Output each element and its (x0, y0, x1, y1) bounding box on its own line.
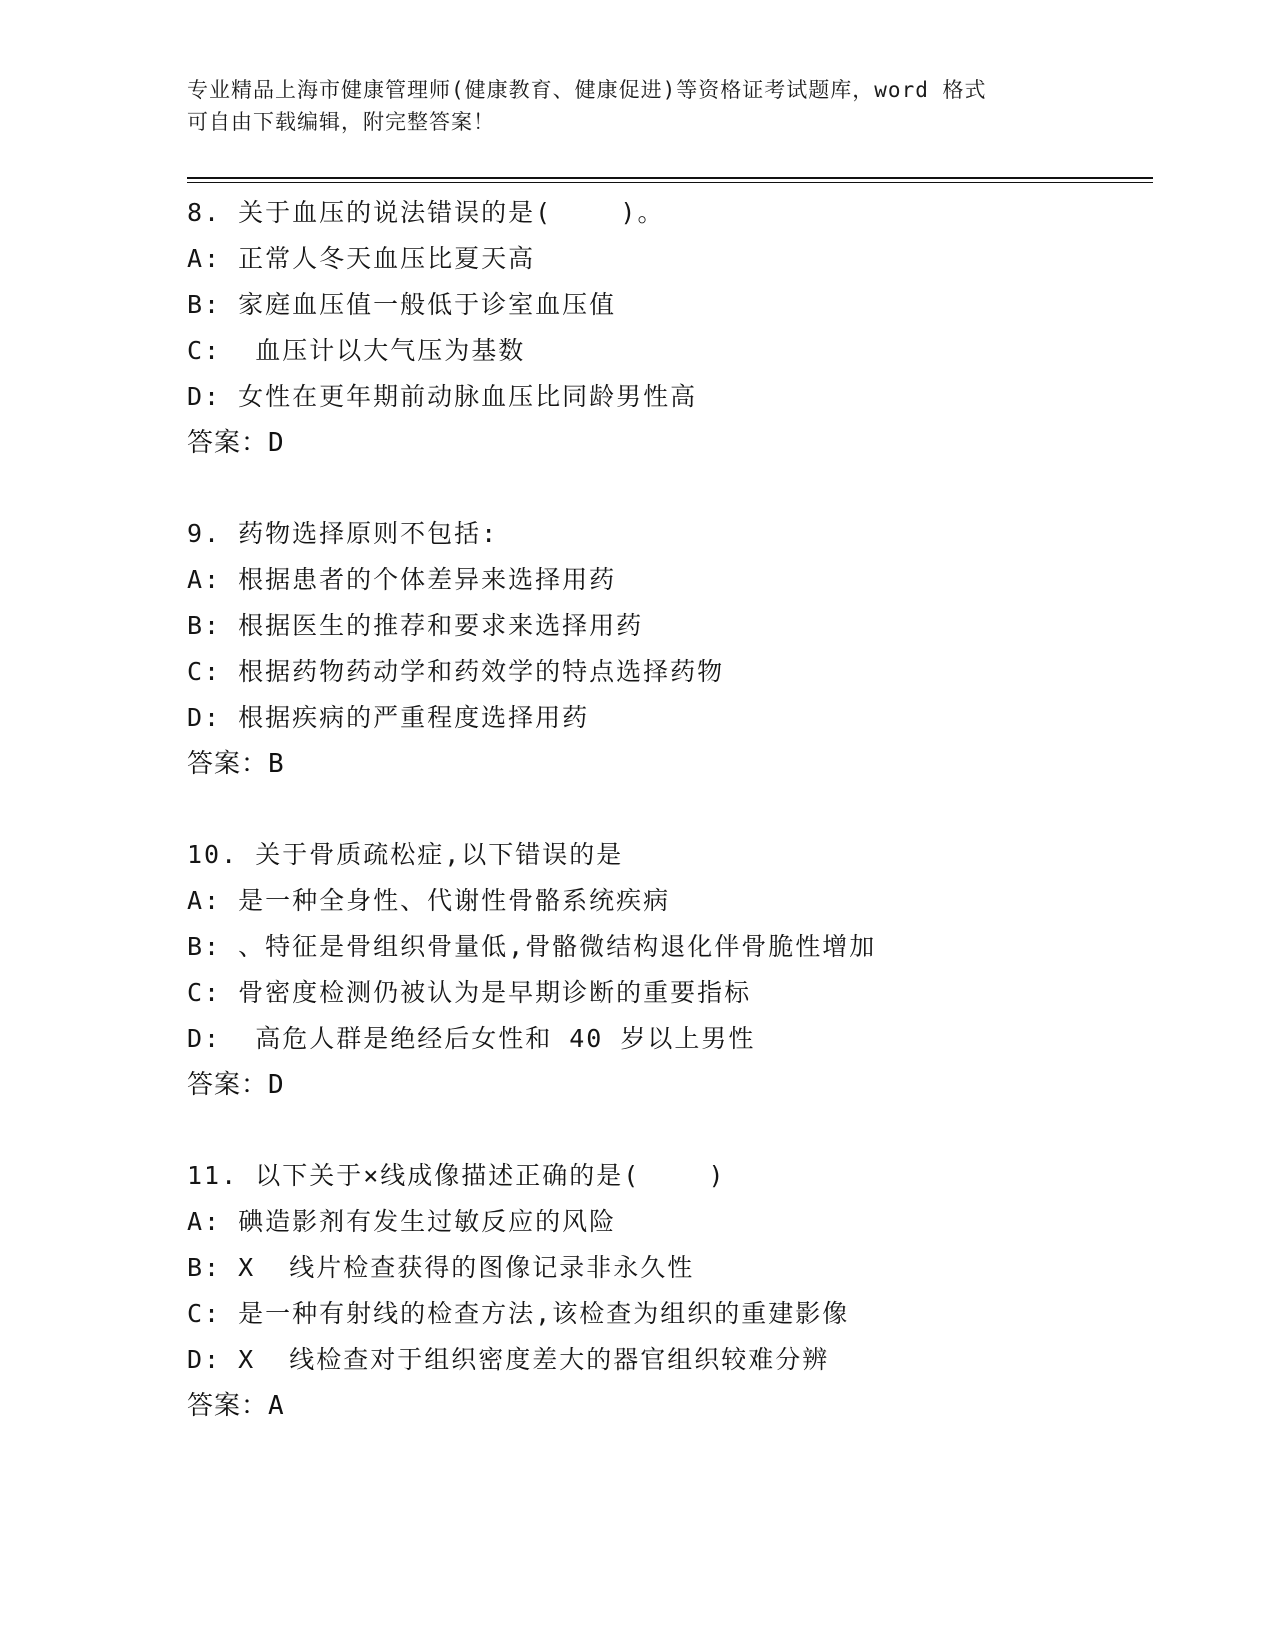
option-a: A: 根据患者的个体差异来选择用药 (187, 565, 617, 594)
option-b: B: X 线片检查获得的图像记录非永久性 (187, 1253, 695, 1282)
option-a: A: 是一种全身性、代谢性骨骼系统疾病 (187, 886, 671, 915)
option-c: C: 是一种有射线的检查方法,该检查为组织的重建影像 (187, 1299, 850, 1328)
question-11 (187, 1153, 1147, 1429)
question-10 (187, 832, 1147, 1108)
option-b: B: 根据医生的推荐和要求来选择用药 (187, 611, 644, 640)
option-c: C: 骨密度检测仍被认为是早期诊断的重要指标 (187, 978, 752, 1007)
question-8 (187, 190, 1147, 466)
question-title: 10. 关于骨质疏松症,以下错误的是 (187, 840, 624, 869)
document-header (187, 74, 1087, 138)
option-d: D: X 线检查对于组织密度差大的器官组织较难分辨 (187, 1345, 830, 1374)
header-line-2: 可自由下载编辑，附完整答案！ (187, 110, 495, 134)
header-line-1: 专业精品上海市健康管理师(健康教育、健康促进)等资格证考试题库，word 格式 (187, 78, 987, 102)
answer: 答案：B (187, 749, 285, 779)
question-title: 8. 关于血压的说法错误的是( )。 (187, 198, 665, 227)
option-a: A: 正常人冬天血压比夏天高 (187, 244, 536, 273)
option-c: C: 血压计以大气压为基数 (187, 336, 526, 365)
option-b: B: 、特征是骨组织骨量低,骨骼微结构退化伴骨脆性增加 (187, 932, 877, 961)
header-divider-thick (187, 177, 1153, 179)
option-b: B: 家庭血压值一般低于诊室血压值 (187, 290, 617, 319)
answer: 答案：D (187, 1070, 285, 1100)
question-title: 11. 以下关于×线成像描述正确的是( ) (187, 1161, 726, 1190)
option-c: C: 根据药物药动学和药效学的特点选择药物 (187, 657, 725, 686)
question-title: 9. 药物选择原则不包括: (187, 519, 499, 548)
option-d: D: 根据疾病的严重程度选择用药 (187, 703, 590, 732)
question-9 (187, 511, 1147, 787)
header-divider-thin (187, 182, 1153, 183)
option-d: D: 高危人群是绝经后女性和 40 岁以上男性 (187, 1024, 756, 1053)
answer: 答案：A (187, 1391, 285, 1421)
option-d: D: 女性在更年期前动脉血压比同龄男性高 (187, 382, 698, 411)
option-a: A: 碘造影剂有发生过敏反应的风险 (187, 1207, 617, 1236)
question-list (187, 190, 1147, 1474)
answer: 答案：D (187, 428, 285, 458)
